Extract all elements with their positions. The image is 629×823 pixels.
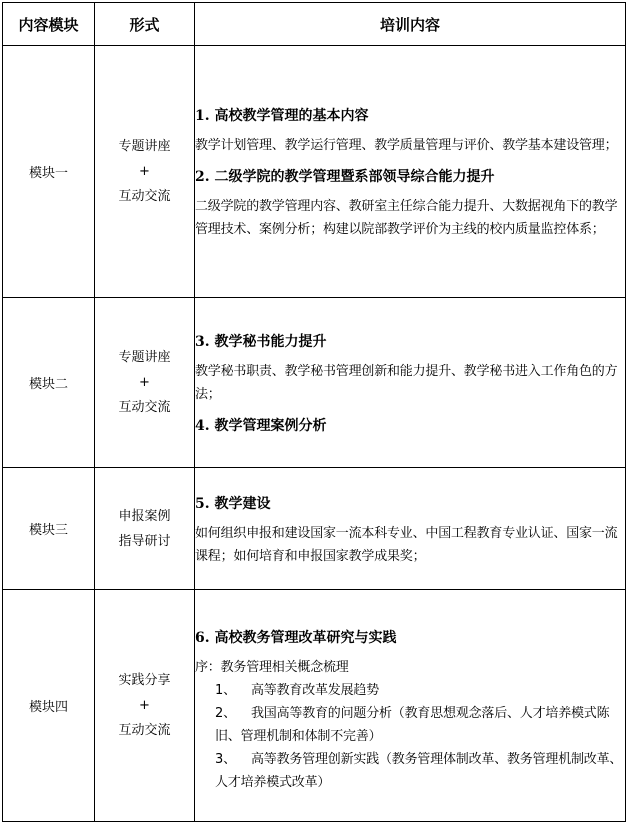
form-line: 指导研讨: [118, 533, 171, 549]
form-line: +: [139, 164, 150, 179]
form-line: 实践分享: [118, 673, 171, 688]
training-form: [95, 298, 195, 468]
module-name: 模块三: [3, 468, 95, 590]
form-line: 专题讲座: [118, 350, 171, 365]
list-item: [195, 702, 625, 748]
training-table: [2, 2, 626, 822]
module-name: 模块一: [3, 46, 95, 298]
section-title: 5. 教学建设: [195, 495, 271, 512]
module-name: 模块四: [3, 590, 95, 822]
training-content: [195, 590, 626, 822]
training-content: [195, 298, 626, 468]
form-line: 专题讲座: [118, 139, 171, 154]
section-title: 1. 高校教学管理的基本内容: [195, 108, 369, 124]
table-row-module-1: [3, 46, 626, 298]
list-item-number: 1、: [215, 682, 236, 698]
form-line: 申报案例: [118, 508, 171, 524]
section-title: 4. 教学管理案例分析: [195, 417, 327, 434]
training-form: [95, 468, 195, 590]
section-body: 教学秘书职责、教学秘书管理创新和能力提升、教学秘书进入工作角色的方法；: [195, 363, 618, 402]
list-item-number: 3、: [215, 751, 236, 767]
header-content: 培训内容: [195, 3, 626, 46]
header-row: [3, 3, 626, 46]
form-line: 互动交流: [118, 400, 171, 415]
form-line: 互动交流: [118, 723, 171, 738]
module-name: 模块二: [3, 298, 95, 468]
list-item-text: 高等教务管理创新实践（教务管理体制改革、教务管理机制改革、人才培养模式改革）: [215, 751, 623, 790]
section-body: 如何组织申报和建设国家一流本科专业、中国工程教育专业认证、国家一流课程；如何培育和申报国家教学成果奖；: [195, 525, 618, 564]
header-module: 内容模块: [3, 3, 95, 46]
form-line: 互动交流: [118, 189, 171, 204]
list-item-number: 2、: [215, 705, 236, 721]
training-form: [95, 590, 195, 822]
training-form: [95, 46, 195, 298]
training-content: [195, 46, 626, 298]
section-body: 二级学院的教学管理内容、教研室主任综合能力提升、大数据视角下的教学管理技术、案例分析；构建以院部教学评价为主线的校内质量监控体系；: [195, 199, 618, 237]
section-body: 教学计划管理、教学运行管理、教学质量管理与评价、教学基本建设管理；: [195, 138, 618, 153]
training-content: [195, 468, 626, 590]
table-row-module-2: [3, 298, 626, 468]
list-item: [195, 679, 625, 702]
section-title: 6. 高校教务管理改革研究与实践: [195, 629, 397, 646]
form-line: +: [139, 375, 150, 390]
form-line: +: [139, 698, 150, 713]
preface-line: 序：教务管理相关概念梳理: [195, 659, 349, 675]
list-item: [195, 748, 625, 794]
list-item-text: 我国高等教育的问题分析（教育思想观念落后、人才培养模式陈旧、管理机制和体制不完善）: [215, 705, 610, 744]
section-title: 2. 二级学院的教学管理暨系部领导综合能力提升: [195, 169, 495, 185]
header-form: 形式: [95, 3, 195, 46]
list-item-text: 高等教育改革发展趋势: [251, 682, 380, 698]
table-row-module-4: [3, 590, 626, 822]
table-row-module-3: [3, 468, 626, 590]
section-title: 3. 教学秘书能力提升: [195, 333, 327, 350]
